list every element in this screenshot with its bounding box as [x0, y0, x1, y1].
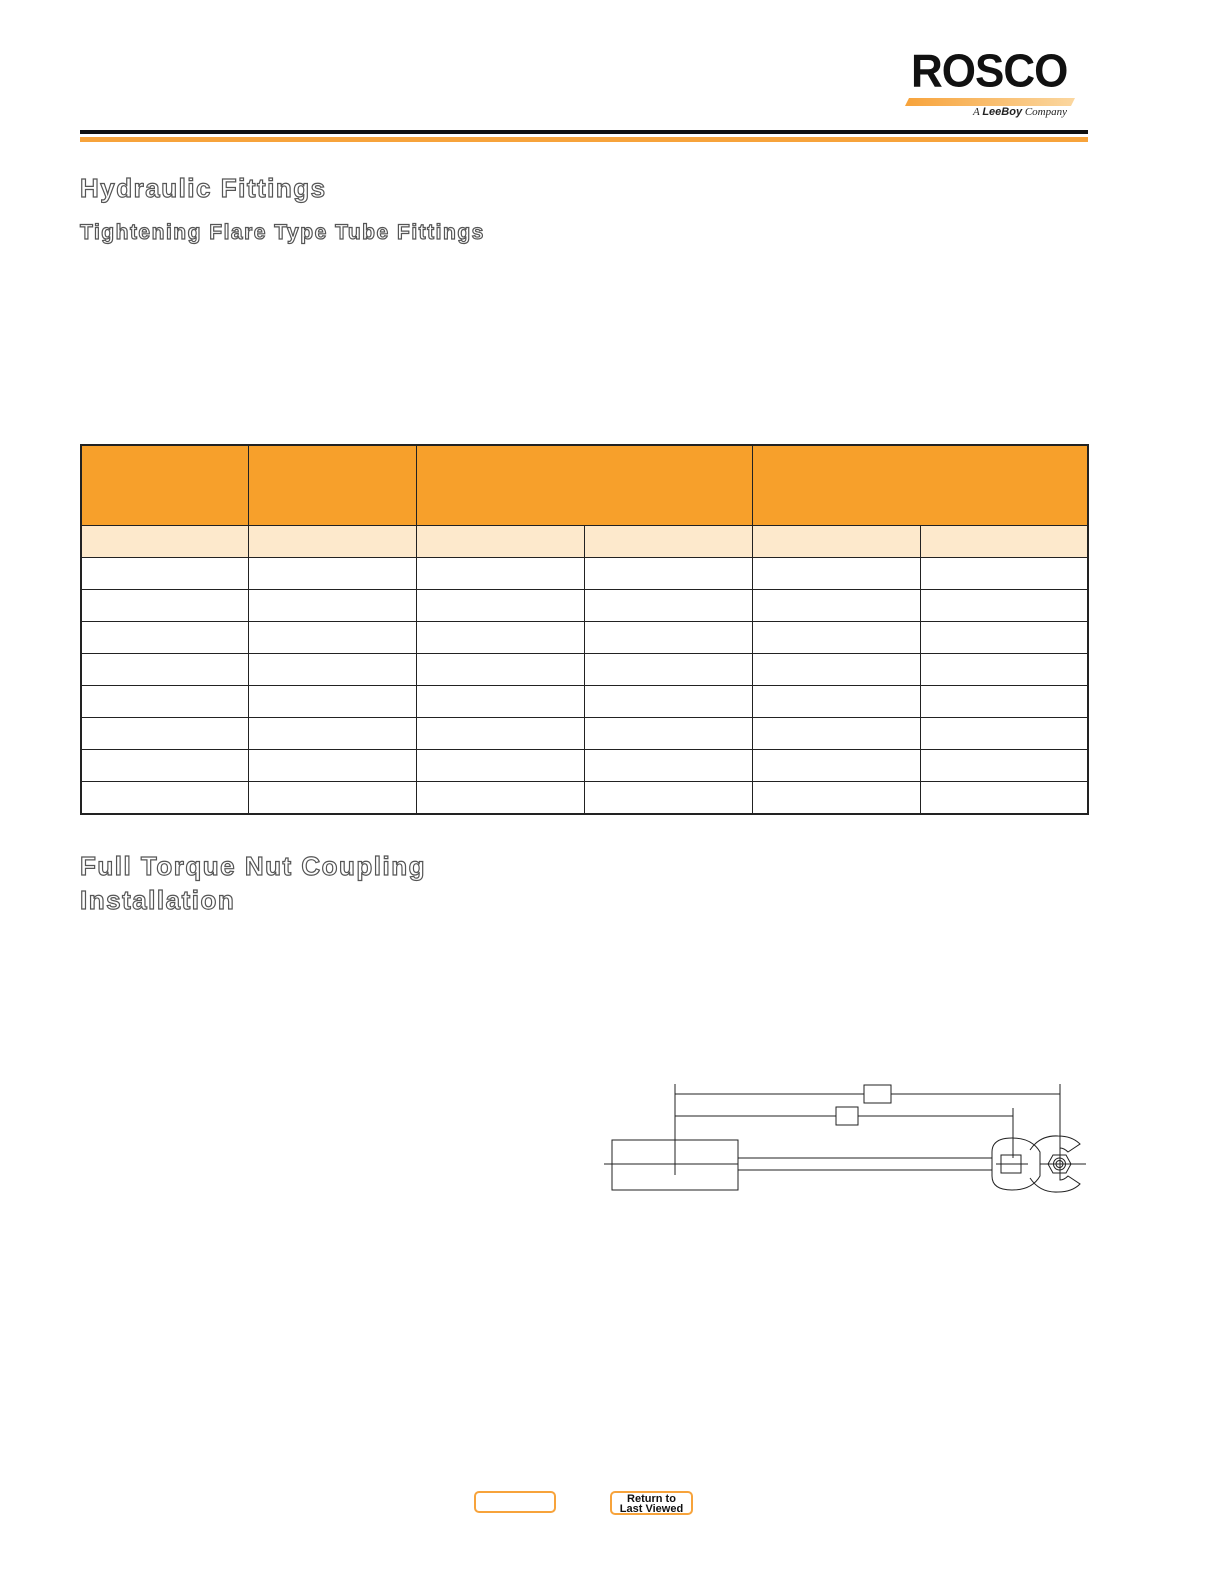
table-cell	[248, 718, 416, 750]
table-cell	[416, 686, 584, 718]
table-cell	[416, 750, 584, 782]
table-cell	[920, 782, 1088, 815]
table-row	[81, 558, 1088, 590]
torque-wrench-diagram	[600, 1080, 1090, 1200]
logo-tag-suffix: Company	[1024, 106, 1067, 118]
dimension-label-box-inner	[836, 1107, 858, 1125]
table-cell	[584, 558, 752, 590]
table-cell	[920, 590, 1088, 622]
table-group-header	[81, 445, 248, 526]
table-cell	[81, 750, 248, 782]
table-row	[81, 590, 1088, 622]
table-cell	[920, 622, 1088, 654]
table-cell	[752, 782, 920, 815]
table-cell	[752, 686, 920, 718]
table-cell	[248, 622, 416, 654]
header-rule-orange	[80, 137, 1088, 142]
table-cell	[416, 558, 584, 590]
table-cell	[584, 622, 752, 654]
table-sub-header	[920, 526, 1088, 558]
return-button-line2: Last Viewed	[619, 1503, 684, 1515]
table-cell	[584, 654, 752, 686]
table-cell	[81, 558, 248, 590]
table-cell	[81, 782, 248, 815]
table-cell	[81, 654, 248, 686]
table-row	[81, 718, 1088, 750]
return-to-last-viewed-button[interactable]	[610, 1491, 693, 1515]
logo-tag-brand: LeeBoy	[982, 106, 1023, 118]
coupling-heading-line1: Full Torque Nut Coupling	[80, 851, 427, 881]
header-rule-black	[80, 130, 1088, 134]
table-cell	[920, 718, 1088, 750]
table-cell	[752, 558, 920, 590]
torque-table	[80, 444, 1089, 815]
table-cell	[752, 622, 920, 654]
table-row	[81, 750, 1088, 782]
table-cell	[81, 590, 248, 622]
table-cell	[752, 750, 920, 782]
table-cell	[416, 590, 584, 622]
nav-button-blank[interactable]	[474, 1491, 556, 1513]
return-button-line1: Return to	[627, 1493, 676, 1505]
table-sub-header	[81, 526, 248, 558]
table-sub-header	[752, 526, 920, 558]
page-title: Hydraulic Fittings	[80, 173, 327, 203]
table-cell	[416, 782, 584, 815]
table-cell	[584, 590, 752, 622]
table-cell	[752, 654, 920, 686]
table-cell	[81, 622, 248, 654]
table-cell	[920, 558, 1088, 590]
section-subtitle: Tightening Flare Type Tube Fittings	[80, 221, 485, 244]
table-cell	[81, 718, 248, 750]
table-sub-header	[416, 526, 584, 558]
dimension-label-box-outer	[864, 1085, 891, 1103]
table-row	[81, 622, 1088, 654]
table-cell	[752, 590, 920, 622]
table-group-header-row	[81, 445, 1088, 526]
table-cell	[584, 750, 752, 782]
logo-tagline	[973, 106, 1067, 118]
table-group-header	[416, 445, 752, 526]
table-cell	[920, 686, 1088, 718]
logo-wordmark: ROSCO	[911, 45, 1068, 98]
table-sub-header	[584, 526, 752, 558]
rosco-logo	[905, 45, 1075, 125]
coupling-heading-line2: Installation	[80, 885, 236, 915]
table-row	[81, 782, 1088, 815]
table-cell	[416, 718, 584, 750]
table-cell	[752, 718, 920, 750]
table-cell	[248, 590, 416, 622]
table-row	[81, 654, 1088, 686]
table-cell	[248, 782, 416, 815]
table-cell	[584, 782, 752, 815]
table-cell	[416, 622, 584, 654]
table-sub-header	[248, 526, 416, 558]
table-cell	[248, 558, 416, 590]
table-cell	[248, 654, 416, 686]
table-cell	[920, 750, 1088, 782]
table-row	[81, 686, 1088, 718]
logo-tag-prefix: A	[973, 106, 980, 118]
table-cell	[920, 654, 1088, 686]
table-cell	[584, 718, 752, 750]
table-cell	[584, 686, 752, 718]
coupling-heading	[80, 849, 426, 917]
table-group-header	[752, 445, 1088, 526]
table-cell	[416, 654, 584, 686]
table-cell	[248, 686, 416, 718]
table-sub-header-row	[81, 526, 1088, 558]
table-group-header	[248, 445, 416, 526]
table-cell	[248, 750, 416, 782]
table-cell	[81, 686, 248, 718]
